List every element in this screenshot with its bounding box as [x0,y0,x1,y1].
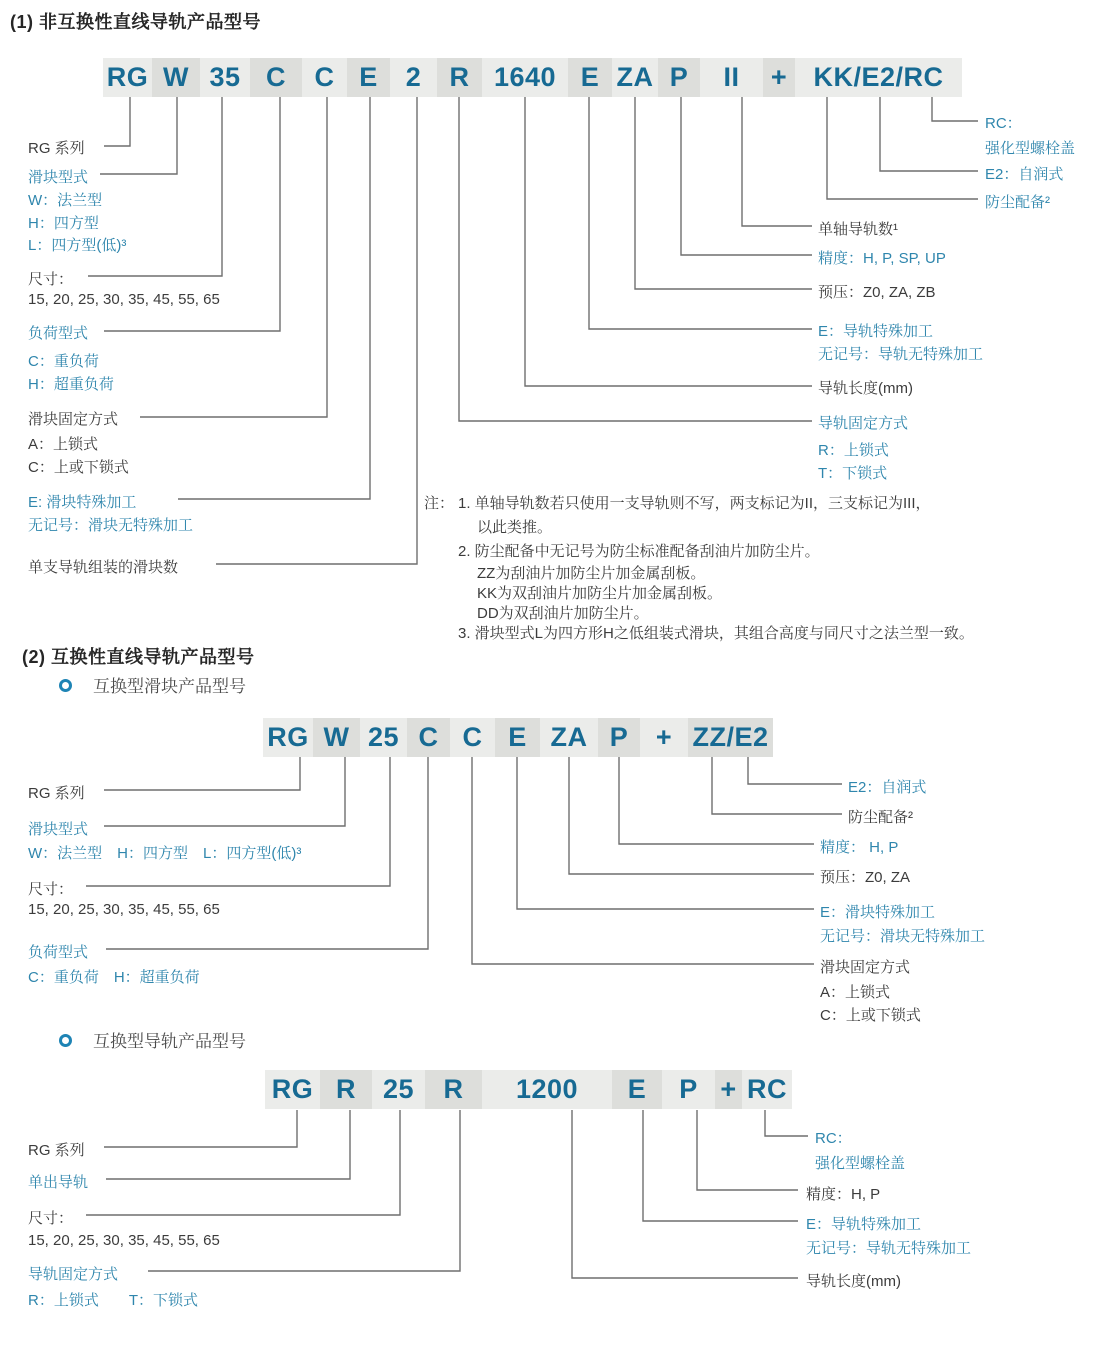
label-size-title: 尺寸： [28,271,74,288]
note-line: KK为双刮油片加防尘片加金属刮板。 [477,585,723,602]
label-fix-c: C：上或下锁式 [820,1007,921,1024]
section1-model-code [103,58,962,97]
label-dust: 防尘配备² [985,194,1050,211]
code-segment: R [425,1070,482,1109]
code-segment: RG [265,1070,320,1109]
label-fix-row: R：上锁式 T：下锁式 [28,1292,198,1309]
code-segment: P [662,1070,715,1109]
code-segment: W [152,58,200,97]
label-e2: E2：自润式 [985,166,1064,183]
notes-prefix: 注： [424,495,455,512]
label-fix-c: C：上或下锁式 [28,459,129,476]
code-segment: + [640,718,688,757]
label-rail-length: 导轨长度(mm) [818,380,913,397]
label-e-none: 无记号：滑块无特殊加工 [28,517,194,534]
label-rg-series: RG 系列 [28,140,85,157]
code-segment: E [495,718,540,757]
label-size-values: 15, 20, 25, 30, 35, 45, 55, 65 [28,901,220,918]
label-block-type-title: 滑块型式 [28,169,89,186]
label-rail-count: 单轴导轨数¹ [818,221,898,238]
label-block-type-h: H：四方型 [28,215,99,232]
label-fix-a: A：上锁式 [28,436,99,453]
label-load-title: 负荷型式 [28,325,89,342]
label-block-type-w: W：法兰型 [28,192,103,209]
label-load-c: C：重负荷 [28,353,99,370]
note-line: ZZ为刮油片加防尘片加金属刮板。 [477,565,706,582]
label-e-none: 无记号：滑块无特殊加工 [820,928,986,945]
label-rail-fix-title: 导轨固定方式 [818,415,909,432]
label-fix-a: A：上锁式 [820,984,891,1001]
label-single-rail: 单出导轨 [28,1174,89,1191]
code-segment: R [320,1070,372,1109]
section2-block-code [263,718,773,757]
label-rc-desc: 强化型螺栓盖 [985,140,1076,157]
code-segment: RC [742,1070,792,1109]
section1-title: (1) 非互换性直线导轨产品型号 [10,12,261,32]
code-segment: KK/E2/RC [795,58,962,97]
label-rc-title: RC： [985,115,1022,132]
label-e-special: E: 滑块特殊加工 [28,494,137,511]
code-segment: ZA [540,718,598,757]
code-segment: II [700,58,763,97]
label-block-type-l: L：四方型(低)³ [28,237,127,254]
note-line: 3. 滑块型式L为四方形H之低组装式滑块，其组合高度与同尺寸之法兰型一致。 [458,625,974,642]
label-rail-none: 无记号：导轨无特殊加工 [818,346,984,363]
label-rail-special: E：导轨特殊加工 [818,323,934,340]
label-precision: 精度： H, P [820,839,899,856]
code-segment: W [313,718,360,757]
code-segment: E [347,58,390,97]
code-segment: C [407,718,450,757]
code-segment: C [250,58,302,97]
code-segment: 1640 [482,58,568,97]
label-load-h: H：超重负荷 [28,376,114,393]
code-segment: ZZ/E2 [688,718,773,757]
label-rail-special: E：导轨特殊加工 [806,1216,922,1233]
label-rail-fix-r: R：上锁式 [818,442,889,459]
label-rg-series: RG 系列 [28,1142,85,1159]
label-fix-title: 滑块固定方式 [28,411,119,428]
label-load-row: C：重负荷 H：超重负荷 [28,969,200,986]
note-line: DD为双刮油片加防尘片。 [477,605,649,622]
code-segment: 2 [390,58,437,97]
label-preload: 预压：Z0, ZA [820,869,911,886]
label-fix-title: 滑块固定方式 [820,959,911,976]
label-block-type-title: 滑块型式 [28,821,89,838]
code-segment: RG [263,718,313,757]
code-segment: C [302,58,347,97]
label-precision: 精度：H, P, SP, UP [818,250,946,267]
code-segment: ZA [612,58,658,97]
code-segment: RG [103,58,152,97]
label-e-special: E：滑块特殊加工 [820,904,936,921]
label-rc-desc: 强化型螺栓盖 [815,1155,906,1172]
label-size-title: 尺寸： [28,881,74,898]
code-segment: 25 [372,1070,425,1109]
label-e2: E2：自润式 [848,779,927,796]
label-rc-title: RC： [815,1130,852,1147]
label-rg-series: RG 系列 [28,785,85,802]
code-segment: E [568,58,612,97]
section2-title: (2) 互换性直线导轨产品型号 [22,647,255,667]
label-size-values: 15, 20, 25, 30, 35, 45, 55, 65 [28,1232,220,1249]
bullet-icon [59,1034,72,1047]
code-segment: + [763,58,795,97]
code-segment: P [598,718,640,757]
code-segment: + [715,1070,742,1109]
label-dust: 防尘配备² [848,809,913,826]
label-size-title: 尺寸： [28,1210,74,1227]
label-size-values: 15, 20, 25, 30, 35, 45, 55, 65 [28,291,220,308]
label-block-type-row: W：法兰型 H：四方型 L：四方型(低)³ [28,845,302,862]
section2-rail-code [265,1070,792,1109]
code-segment: 1200 [482,1070,612,1109]
code-segment: R [437,58,482,97]
section2-subtitle-rail: 互换型导轨产品型号 [93,1032,246,1051]
label-precision: 精度：H, P [806,1186,881,1203]
section2-subtitle-block: 互换型滑块产品型号 [93,677,246,696]
label-fix-title: 导轨固定方式 [28,1266,119,1283]
label-rail-none: 无记号：导轨无特殊加工 [806,1240,972,1257]
code-segment: 35 [200,58,250,97]
label-block-count: 单支导轨组装的滑块数 [28,559,179,576]
label-rail-length: 导轨长度(mm) [806,1273,901,1290]
note-line: 以此类推。 [477,519,553,536]
bullet-icon [59,679,72,692]
note-line: 1. 单轴导轨数若只使用一支导轨则不写，两支标记为II，三支标记为III， [458,495,931,512]
code-segment: 25 [360,718,407,757]
label-rail-fix-t: T：下锁式 [818,465,888,482]
code-segment: P [658,58,700,97]
code-segment: E [612,1070,662,1109]
label-preload: 预压：Z0, ZA, ZB [818,284,936,301]
code-segment: C [450,718,495,757]
label-load-title: 负荷型式 [28,944,89,961]
note-line: 2. 防尘配备中无记号为防尘标准配备刮油片加防尘片。 [458,543,820,560]
